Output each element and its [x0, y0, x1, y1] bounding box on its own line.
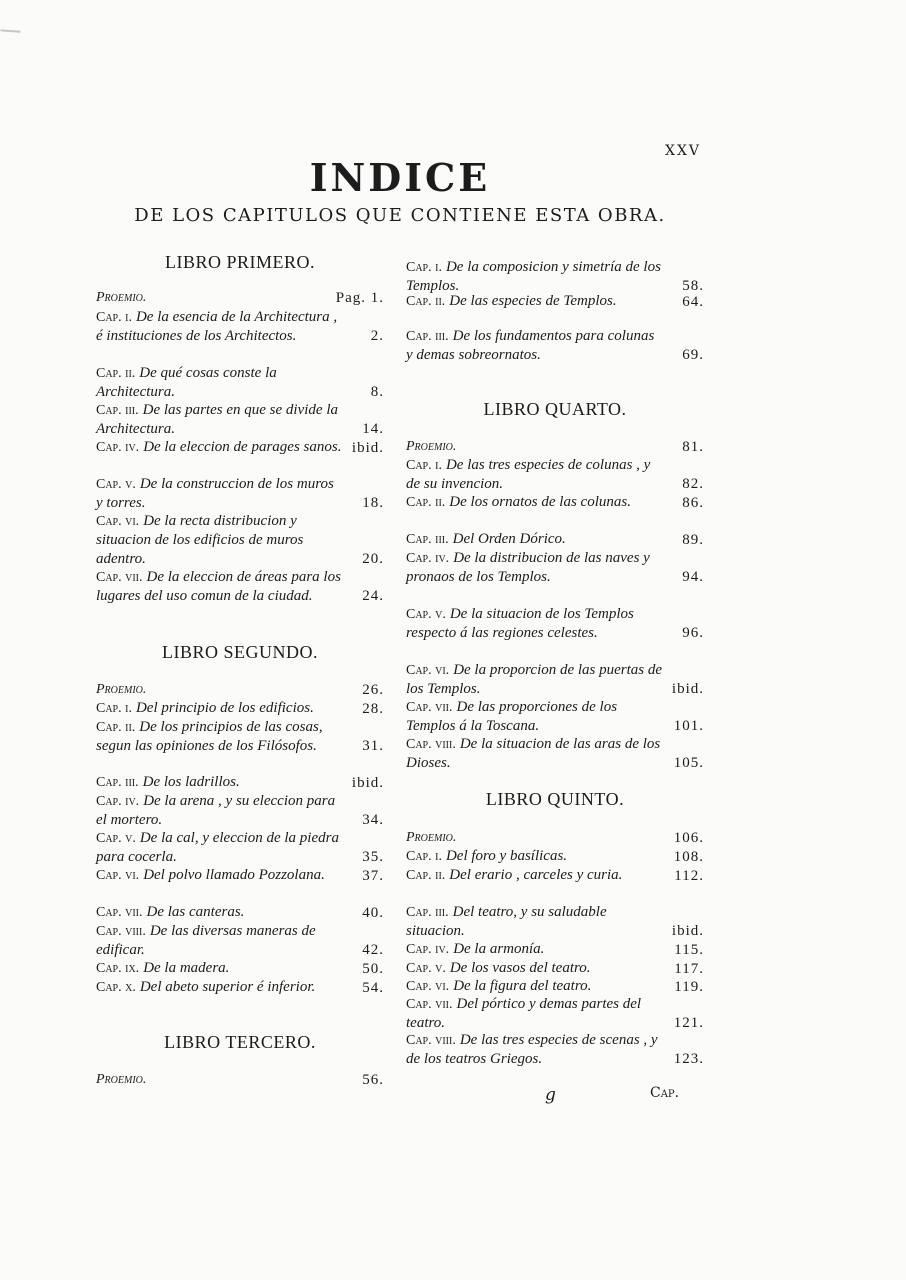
- entry-page: 101.: [673, 718, 704, 735]
- index-entry: [96, 978, 384, 997]
- index-entry: [406, 940, 704, 959]
- entry-title: De la figura del teatro.: [453, 978, 592, 994]
- entry-label: Cap. ii.: [406, 495, 446, 510]
- catchword: Cap.: [650, 1085, 680, 1101]
- entry-label: Cap. iv.: [96, 794, 140, 809]
- entry-label: Cap. i.: [96, 701, 132, 716]
- entry-page: 34.: [362, 812, 384, 829]
- entry-page: 86.: [682, 495, 704, 511]
- entry-page: 81.: [682, 439, 704, 455]
- entry-page: ibid.: [671, 923, 704, 940]
- entry-label: Cap. viii.: [406, 1033, 456, 1048]
- index-entry: [406, 903, 704, 941]
- entry-title: De la cal, y eleccion de la piedra para cocerla.: [96, 830, 339, 866]
- entry-page: 20.: [362, 550, 384, 567]
- entry-title: De la madera.: [143, 960, 230, 976]
- index-entry: [96, 922, 384, 960]
- entry-title: De las canteras.: [146, 904, 245, 920]
- entry-page: 14.: [362, 421, 384, 438]
- entry-title: De las diversas maneras de edificar.: [96, 923, 316, 959]
- entry-label: Cap. v.: [96, 477, 136, 492]
- index-entry: [406, 530, 704, 549]
- entry-label: Cap. iii.: [96, 775, 139, 790]
- entry-page: 64.: [682, 294, 704, 310]
- entry-label: Cap. vi.: [406, 663, 450, 678]
- page-number: XXV: [665, 143, 702, 159]
- entry-label: Cap. iv.: [406, 942, 450, 957]
- entry-label: Cap. v.: [406, 607, 446, 622]
- entry-title: Del abeto superior é inferior.: [139, 979, 316, 995]
- index-entry: [406, 661, 704, 699]
- entry-page: 115.: [674, 942, 704, 958]
- index-entry: [406, 605, 704, 643]
- entry-label: Cap. i.: [406, 260, 442, 275]
- index-entry: [96, 792, 384, 830]
- index-entry: [96, 308, 384, 346]
- index-entry: [406, 292, 704, 311]
- index-entry: [96, 773, 384, 792]
- index-entry: [406, 698, 704, 736]
- index-entry: [406, 977, 704, 996]
- entry-page: 119.: [674, 979, 704, 995]
- entry-title: De las tres especies de scenas , y de los teatros Griegos.: [406, 1032, 658, 1068]
- entry-title: De la situacion de los Templos respecto á las regiones celestes.: [406, 606, 634, 642]
- entry-title: De los vasos del teatro.: [449, 960, 591, 976]
- entry-title: Del polvo llamado Pozzolana.: [143, 867, 325, 883]
- page-subtitle: DE LOS CAPITULOS QUE CONTIENE ESTA OBRA.: [134, 205, 666, 226]
- scan-edge-mark: [0, 29, 21, 46]
- signature-mark: g: [545, 1085, 556, 1105]
- index-entry: [406, 959, 704, 978]
- index-entry: [96, 438, 384, 457]
- entry-title: De las partes en que se divide la Architectura.: [96, 402, 338, 438]
- entry-page: 108.: [673, 849, 704, 865]
- entry-label: Cap. vii.: [406, 997, 453, 1012]
- entry-page: 2.: [370, 328, 384, 345]
- entry-label: Cap. vi.: [406, 979, 450, 994]
- entry-label: Cap. ix.: [96, 961, 140, 976]
- entry-title: De la eleccion de áreas para los lugares del uso comun de la ciudad.: [96, 569, 341, 605]
- entry-page: 35.: [362, 849, 384, 866]
- entry-page: 123.: [673, 1051, 704, 1068]
- entry-page: 106.: [673, 830, 704, 846]
- entry-label: Cap. x.: [96, 980, 136, 995]
- entry-page: 121.: [673, 1015, 704, 1032]
- index-entry: [406, 735, 704, 773]
- entry-page: 105.: [673, 755, 704, 772]
- entry-label: Cap. vii.: [96, 570, 143, 585]
- entry-label: Cap. viii.: [406, 737, 456, 752]
- book-heading-primero: LIBRO PRIMERO.: [164, 252, 315, 272]
- index-entry: [406, 1031, 704, 1069]
- entry-title: De los ornatos de las colunas.: [449, 494, 631, 510]
- index-entry: [96, 512, 384, 568]
- entry-title: De qué cosas conste la Architectura.: [96, 365, 277, 401]
- entry-label: Cap. vii.: [96, 905, 143, 920]
- index-entry: [96, 401, 384, 439]
- index-entry: [406, 437, 704, 456]
- index-entry: [96, 866, 384, 885]
- book-heading-quarto: LIBRO QUARTO.: [483, 399, 627, 419]
- entry-label: Proemio.: [96, 290, 147, 305]
- index-entry: [406, 995, 704, 1033]
- entry-title: Del pórtico y demas partes del teatro.: [406, 996, 642, 1032]
- entry-label: Proemio.: [96, 682, 147, 697]
- entry-label: Cap. vi.: [96, 868, 140, 883]
- entry-title: De la recta distribucion y situacion de los edificios de muros adentro.: [96, 513, 304, 567]
- entry-label: Cap. i.: [96, 310, 132, 325]
- index-entry: [406, 828, 704, 847]
- entry-page: 24.: [362, 588, 384, 605]
- entry-title: De la distribucion de las naves y pronaos de los Templos.: [406, 550, 650, 586]
- index-entry: [96, 364, 384, 402]
- entry-label: Cap. ii.: [96, 720, 136, 735]
- entry-label: Cap. vi.: [96, 514, 140, 529]
- entry-label: Cap. iii.: [406, 905, 449, 920]
- entry-title: De la construccion de los muros y torres.: [96, 476, 334, 512]
- entry-label: Cap. iv.: [406, 551, 450, 566]
- entry-label: Cap. ii.: [406, 868, 446, 883]
- entry-title: Del foro y basílicas.: [445, 848, 568, 864]
- entry-page: 50.: [362, 961, 384, 977]
- entry-page: 26.: [362, 682, 384, 698]
- entry-page: 54.: [362, 980, 384, 996]
- entry-title: De las proporciones de los Templos á la Toscana.: [406, 699, 618, 735]
- entry-label: Cap. ii.: [406, 294, 446, 309]
- entry-title: De la eleccion de parages sanos.: [143, 439, 342, 455]
- index-entry: [406, 549, 704, 587]
- book-heading-tercero: LIBRO TERCERO.: [164, 1032, 316, 1052]
- entry-label: Cap. i.: [406, 458, 442, 473]
- entry-title: De las especies de Templos.: [449, 293, 617, 309]
- index-entry: [96, 699, 384, 718]
- index-entry: [96, 680, 384, 699]
- index-entry: [406, 327, 704, 365]
- index-entry: [406, 456, 704, 494]
- entry-page: 28.: [362, 701, 384, 717]
- entry-page: 31.: [362, 738, 384, 755]
- entry-page: 18.: [362, 495, 384, 512]
- index-entry: [96, 959, 384, 978]
- entry-page: 94.: [682, 569, 704, 586]
- index-entry: [96, 829, 384, 867]
- entry-page: Pag. 1.: [335, 290, 384, 306]
- entry-title: Del principio de los edificios.: [135, 700, 314, 716]
- entry-title: De la esencia de la Architectura , é instituciones de los Architectos.: [96, 309, 338, 345]
- entry-page: 112.: [674, 868, 704, 884]
- entry-page: ibid.: [351, 775, 384, 791]
- entry-label: Cap. viii.: [96, 924, 146, 939]
- entry-label: Cap. ii.: [96, 366, 136, 381]
- page-title: INDICE: [309, 155, 491, 200]
- entry-label: Cap. iii.: [96, 403, 139, 418]
- entry-title: De la armonía.: [453, 941, 545, 957]
- entry-title: De la proporcion de las puertas de los Templos.: [406, 662, 663, 698]
- entry-page: 40.: [362, 905, 384, 921]
- entry-title: De los fundamentos para colunas y demas sobreornatos.: [406, 328, 655, 364]
- entry-page: 69.: [682, 347, 704, 364]
- entry-label: Cap. iv.: [96, 440, 140, 455]
- index-entry: [406, 493, 704, 512]
- entry-page: 117.: [674, 961, 704, 977]
- entry-title: Del Orden Dórico.: [452, 531, 566, 547]
- entry-page: 58.: [682, 278, 704, 295]
- index-entry: [406, 866, 704, 885]
- entry-page: 82.: [682, 476, 704, 493]
- entry-label: Cap. v.: [96, 831, 136, 846]
- entry-label: Cap. i.: [406, 849, 442, 864]
- entry-page: 8.: [370, 384, 384, 401]
- entry-label: Proemio.: [406, 830, 457, 845]
- entry-label: Proemio.: [96, 1072, 147, 1087]
- entry-page: 89.: [682, 532, 704, 548]
- entry-title: De la composicion y simetría de los Templos.: [406, 259, 661, 295]
- entry-title: De los ladrillos.: [142, 774, 240, 790]
- entry-label: Cap. iii.: [406, 532, 449, 547]
- entry-title: De los principios de las cosas, segun las opiniones de los Filósofos.: [96, 719, 323, 755]
- entry-page: 96.: [682, 625, 704, 642]
- entry-title: Del teatro, y su saludable situacion.: [406, 904, 607, 940]
- index-entry: [96, 475, 384, 513]
- entry-page: ibid.: [671, 681, 704, 698]
- entry-title: Del erario , carceles y curia.: [449, 867, 623, 883]
- entry-page: ibid.: [351, 440, 384, 456]
- entry-page: 56.: [362, 1072, 384, 1088]
- entry-page: 37.: [362, 868, 384, 884]
- index-entry: [96, 903, 384, 922]
- entry-title: De las tres especies de colunas , y de su invencion.: [406, 457, 651, 493]
- entry-label: Cap. v.: [406, 961, 446, 976]
- entry-label: Proemio.: [406, 439, 457, 454]
- entry-title: De la situacion de las aras de los Dioses.: [406, 736, 661, 772]
- book-heading-quinto: LIBRO QUINTO.: [485, 789, 625, 809]
- entry-title: De la arena , y su eleccion para el mortero.: [96, 793, 336, 829]
- index-entry: [96, 288, 384, 307]
- entry-label: Cap. iii.: [406, 329, 449, 344]
- entry-label: Cap. vii.: [406, 700, 453, 715]
- entry-page: 42.: [362, 942, 384, 959]
- index-entry: [96, 1070, 384, 1089]
- index-entry: [406, 258, 704, 296]
- index-entry: [406, 847, 704, 866]
- index-entry: [96, 718, 384, 756]
- index-entry: [96, 568, 384, 606]
- book-heading-segundo: LIBRO SEGUNDO.: [161, 642, 318, 662]
